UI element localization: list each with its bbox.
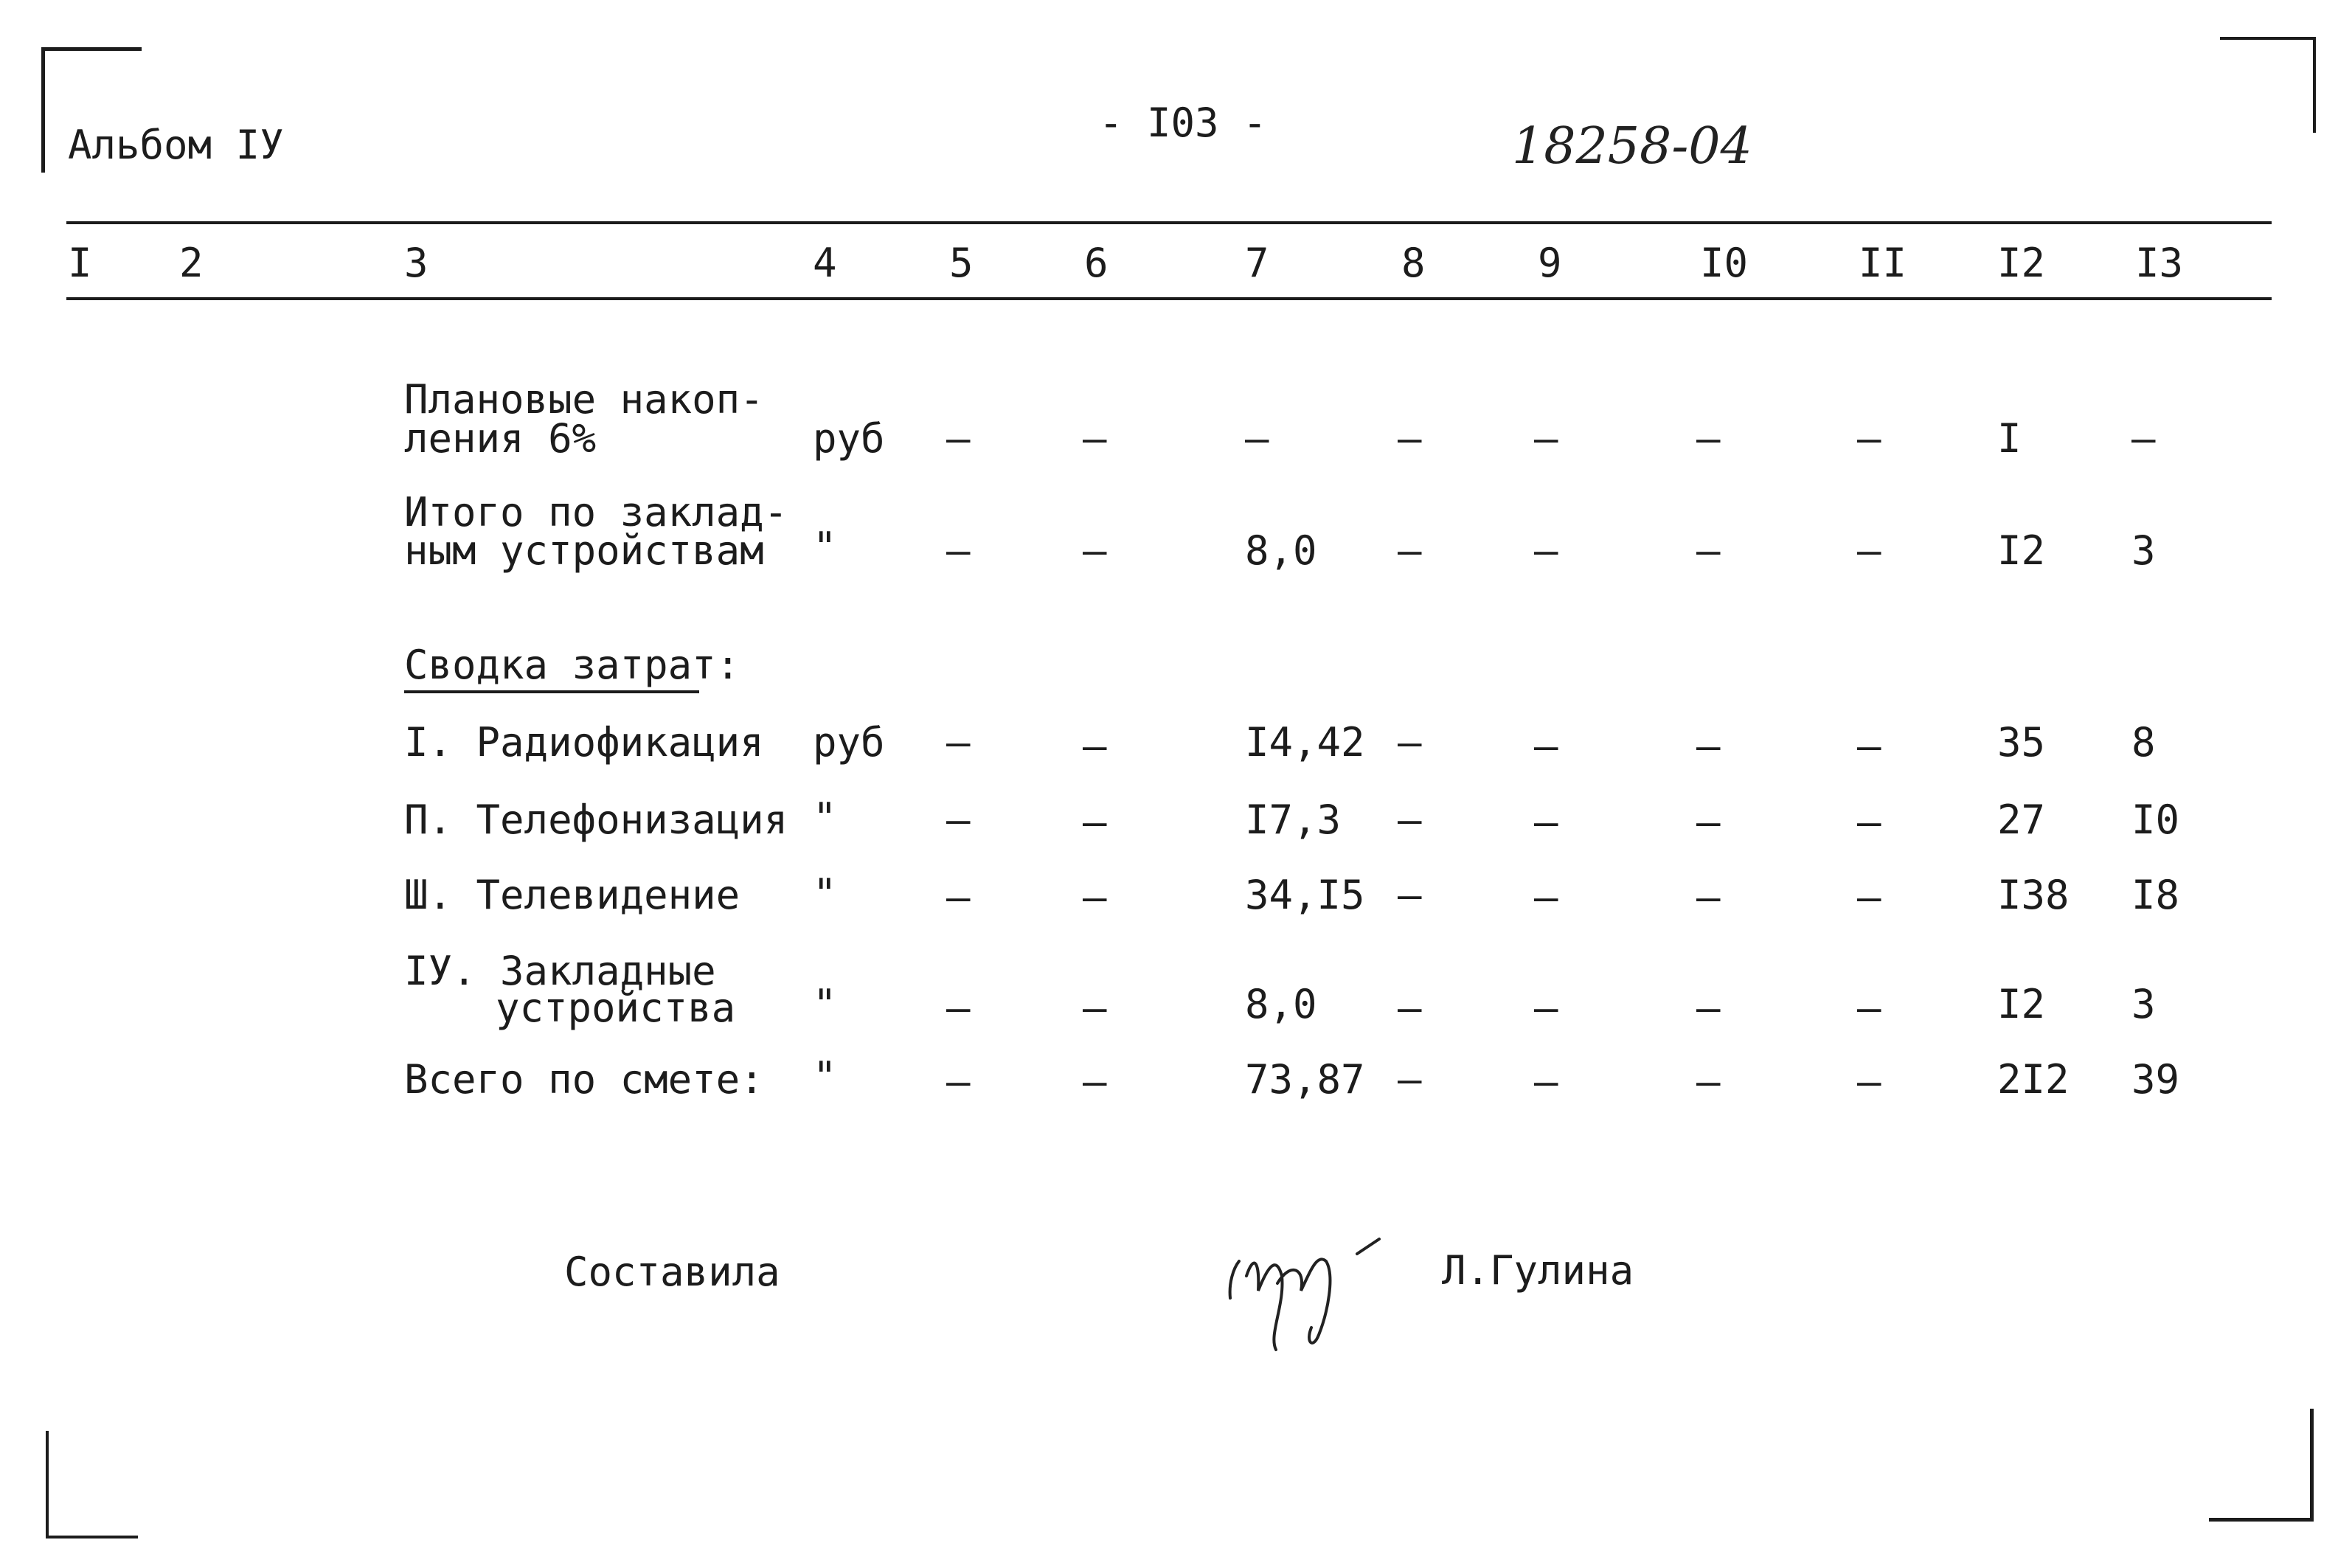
cell-c7: 8,0	[1245, 527, 1317, 574]
cell-unit: руб	[813, 719, 885, 766]
cell-c10: –	[1696, 415, 1721, 462]
cell-c10: –	[1696, 985, 1721, 1031]
cell-c8: –	[1398, 872, 1422, 918]
cell-c6: –	[1083, 723, 1107, 769]
row-name-line2: ным устройствам	[404, 527, 764, 574]
album-label: Альбом IУ	[68, 122, 284, 168]
column-header: 5	[949, 240, 974, 286]
summary-row-name: Ш. Телевидение	[404, 872, 740, 918]
column-header: 3	[404, 240, 429, 286]
cell-c5: –	[946, 719, 971, 766]
cell-c8: –	[1398, 985, 1422, 1031]
cell-c8: –	[1398, 797, 1422, 843]
summary-row-name: П. Телефонизация	[404, 797, 788, 843]
cell-unit: руб	[813, 415, 885, 462]
column-header: I0	[1700, 240, 1749, 286]
header-rule-bottom	[66, 297, 2272, 300]
cell-c7: 8,0	[1245, 981, 1317, 1027]
cell-unit: "	[813, 794, 837, 841]
cell-c7: I4,42	[1245, 719, 1365, 766]
cell-c12: I2	[1997, 527, 2046, 574]
cell-c5: –	[946, 415, 971, 462]
cell-unit: "	[813, 524, 837, 570]
cell-c5: –	[946, 985, 971, 1031]
corner-mark-bottom-left-v	[46, 1431, 49, 1538]
cell-c6: –	[1083, 415, 1107, 462]
column-header: 2	[179, 240, 204, 286]
corner-mark-bottom-right-v	[2310, 1409, 2314, 1521]
column-header: 6	[1084, 240, 1109, 286]
column-header: I3	[2135, 240, 2184, 286]
column-header: 4	[813, 240, 837, 286]
summary-row-name-line2: устройства	[496, 985, 736, 1031]
cell-c5: –	[946, 527, 971, 574]
summary-title-underline	[404, 690, 699, 693]
cell-c12: 35	[1997, 719, 2046, 766]
row-name-line1: Итого по заклад-	[404, 489, 788, 535]
column-header: II	[1859, 240, 1907, 286]
cell-c9: –	[1534, 415, 1558, 462]
compiled-by-label: Составила	[564, 1249, 780, 1295]
cell-c13: 3	[2131, 527, 2156, 574]
corner-mark-bottom-right-h	[2209, 1518, 2314, 1522]
cell-c13: –	[2131, 415, 2156, 462]
cell-c6: –	[1083, 799, 1107, 845]
cell-c11: –	[1857, 799, 1881, 845]
cell-c11: –	[1857, 985, 1881, 1031]
cell-c12: 2I2	[1997, 1056, 2070, 1103]
cell-c11: –	[1857, 874, 1881, 920]
cell-c13: 3	[2131, 981, 2156, 1027]
column-header: I	[68, 240, 92, 286]
header-rule-top	[66, 221, 2272, 224]
cell-c9: –	[1534, 1058, 1558, 1105]
cell-c8: –	[1398, 719, 1422, 766]
document-number: 18258-04	[1512, 117, 1752, 176]
cell-c6: –	[1083, 874, 1107, 920]
cell-c8: –	[1398, 1056, 1422, 1103]
cell-c9: –	[1534, 527, 1558, 574]
cell-c13: I8	[2131, 872, 2180, 918]
column-header: 8	[1401, 240, 1426, 286]
cell-c9: –	[1534, 723, 1558, 769]
cell-c7: I7,3	[1245, 797, 1342, 843]
column-header: 7	[1245, 240, 1269, 286]
summary-title: Сводка затрат:	[404, 642, 740, 688]
cell-unit: "	[813, 981, 837, 1027]
cell-c9: –	[1534, 799, 1558, 845]
column-header: I2	[1997, 240, 2046, 286]
cell-c13: 39	[2131, 1056, 2180, 1103]
corner-mark-top-right-v	[2313, 37, 2316, 133]
cell-c12: I38	[1997, 872, 2070, 918]
cell-c10: –	[1696, 527, 1721, 574]
cell-unit: "	[813, 1053, 837, 1100]
cell-c10: –	[1696, 723, 1721, 769]
cell-c12: I	[1997, 415, 2022, 462]
cell-c12: I2	[1997, 981, 2046, 1027]
total-row-name: Всего по смете:	[404, 1056, 764, 1103]
cell-c10: –	[1696, 799, 1721, 845]
cell-c11: –	[1857, 527, 1881, 574]
cell-c11: –	[1857, 1058, 1881, 1105]
cell-c7: –	[1245, 415, 1269, 462]
cell-c9: –	[1534, 985, 1558, 1031]
row-name-line1: Плановые накоп-	[404, 376, 764, 423]
cell-c10: –	[1696, 1058, 1721, 1105]
cell-c5: –	[946, 1058, 971, 1105]
corner-mark-top-left-v	[41, 47, 45, 173]
summary-row-name: I. Радиофикация	[404, 719, 764, 766]
summary-row-name-line1: IУ. Закладные	[404, 948, 716, 994]
handwritten-signature	[1224, 1210, 1423, 1357]
cell-c7: 34,I5	[1245, 872, 1365, 918]
cell-c13: I0	[2131, 797, 2180, 843]
cell-c8: –	[1398, 415, 1422, 462]
cell-c9: –	[1534, 874, 1558, 920]
cell-c5: –	[946, 874, 971, 920]
corner-mark-top-right-h	[2220, 37, 2316, 40]
row-name-line2: ления 6%	[404, 415, 597, 462]
cell-c11: –	[1857, 723, 1881, 769]
cell-unit: "	[813, 870, 837, 917]
cell-c12: 27	[1997, 797, 2046, 843]
cell-c6: –	[1083, 527, 1107, 574]
page-number: - I03 -	[1099, 100, 1267, 146]
signer-name: Л.Гулина	[1442, 1247, 1634, 1294]
column-header: 9	[1538, 240, 1562, 286]
corner-mark-bottom-left-h	[46, 1536, 138, 1538]
cell-c6: –	[1083, 1058, 1107, 1105]
corner-mark-top-left-h	[41, 47, 142, 51]
cell-c11: –	[1857, 415, 1881, 462]
cell-c13: 8	[2131, 719, 2156, 766]
cell-c5: –	[946, 797, 971, 843]
cell-c10: –	[1696, 874, 1721, 920]
cell-c7: 73,87	[1245, 1056, 1365, 1103]
cell-c8: –	[1398, 527, 1422, 574]
cell-c6: –	[1083, 985, 1107, 1031]
